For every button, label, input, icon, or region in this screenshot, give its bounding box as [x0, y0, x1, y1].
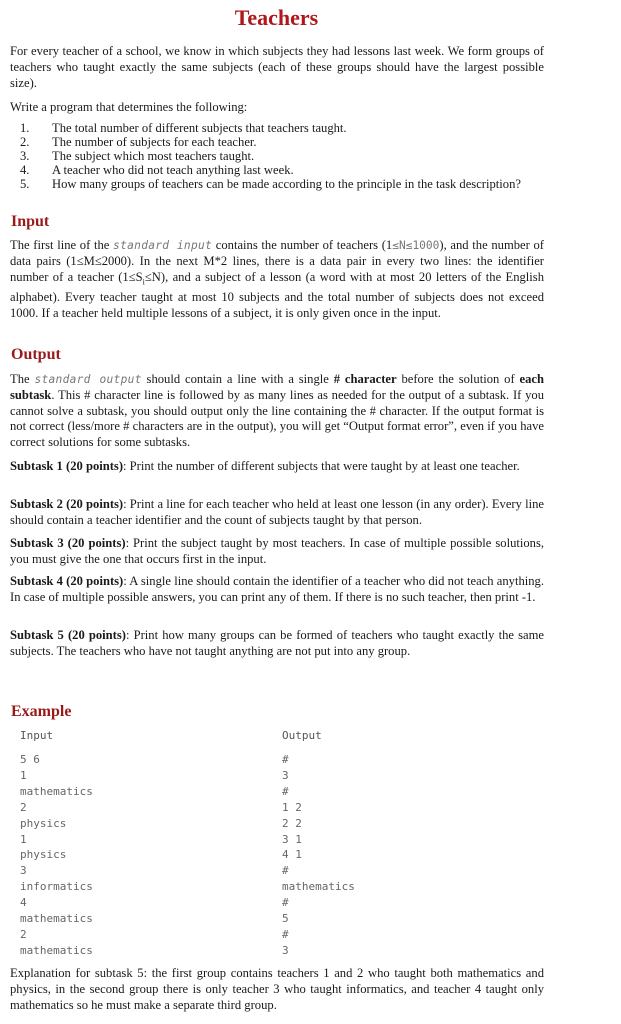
- list-item: 1. The total number of different subjects that teachers taught.: [20, 121, 347, 135]
- page-title: Teachers: [234, 5, 319, 30]
- list-item: mathematics: [20, 943, 93, 957]
- list-item: 1 2: [282, 800, 302, 814]
- list-item: 1: [20, 768, 27, 782]
- list-item: 3: [282, 768, 289, 782]
- subtask-1: Subtask 1 (20 points): Print the number of different subjects that were taught by at least one teacher.: [10, 459, 520, 473]
- input-heading: Input: [11, 213, 50, 230]
- list-item: 2 2: [282, 816, 302, 830]
- list-item: mathematics: [20, 912, 93, 926]
- list-item: 4 1: [282, 848, 302, 862]
- list-item: 3. The subject which most teachers taught.: [20, 149, 255, 163]
- list-item: 3: [20, 864, 27, 878]
- list-item: 3: [282, 943, 289, 957]
- list-item: #: [282, 784, 289, 798]
- list-item: informatics: [20, 880, 93, 894]
- list-item: 4. A teacher who did not teach anything last week.: [20, 163, 294, 177]
- example-output: [282, 752, 355, 959]
- task-list: [20, 121, 544, 191]
- explanation-paragraph: Explanation for subtask 5: the first group contains teachers 1 and 2 who taught both mathematics and physics, in the second group there is only teacher 3 who taught informatics, and teacher 4 taught only mathematics so he must make a separate third group.: [10, 966, 544, 1012]
- list-item: #: [282, 753, 289, 766]
- list-item: 2. The number of subjects for each teacher.: [20, 135, 257, 149]
- task-intro: Write a program that determines the following:: [10, 100, 248, 114]
- list-item: mathematics: [282, 880, 355, 894]
- list-item: #: [282, 864, 289, 878]
- subtask-3: Subtask 3 (20 points): Print the subject taught by most teachers. In case of multiple possible solutions, you must give the one that occurs first in the input.: [10, 536, 545, 566]
- list-item: 1: [20, 832, 27, 846]
- list-item: physics: [20, 816, 67, 830]
- example-heading: Example: [11, 703, 72, 720]
- list-item: physics: [20, 848, 67, 862]
- subtask-4: Subtask 4 (20 points): A single line should contain the identifier of a teacher who did not teach anything. In case of multiple possible answers, you can print any of them. If there is no such teacher, then print -1.: [10, 574, 545, 604]
- input-paragraph: The first line of the standard input contains the number of teachers (1≤N≤1000), and the number of data pairs (1≤M≤2000). In the next M*2 lines, there is a data pair in every two lines: the identifier number of a teacher $(1\le S_i\le N)$, and a subject of a lesson (a word with at most 20 letters of the English alphabet). Every teacher taught at most 10 subjects and the total number of subjects does not exceed 1000. If a teacher held multiple lessons of a subject, it is only given once in the input.: [10, 238, 544, 320]
- list-item: 5 6: [20, 753, 40, 766]
- subtask-5: Subtask 5 (20 points): Print how many groups can be formed of teachers who taught exactly the same subjects. The teachers who have not taught anything are not put into any group.: [10, 628, 545, 658]
- example-input: [20, 752, 93, 959]
- list-item: #: [282, 896, 289, 910]
- list-item: 2: [20, 927, 27, 941]
- list-item: #: [282, 927, 289, 941]
- example-output-label: Output: [282, 729, 322, 742]
- list-item: 2: [20, 800, 27, 814]
- intro-paragraph: For every teacher of a school, we know in which subjects they had lessons last week. We form groups of teachers who taught exactly the same subjects (each of these groups should have the largest possible size).: [10, 44, 544, 90]
- output-paragraph: The standard output should contain a line with a single # character before the solution of each subtask. This # character line is followed by as many lines as needed for the output of a subtask. If you cannot solve a subtask, you should output only the line containing the # character. If the output format is not correct (less/more # characters are in the output), you will get “Output format error”, even if you have correct solutions for some subtasks.: [10, 372, 544, 450]
- example-input-label: Input: [20, 729, 54, 742]
- list-item: mathematics: [20, 784, 93, 798]
- output-heading: Output: [11, 346, 61, 363]
- subtask-2: Subtask 2 (20 points): Print a line for each teacher who held at least one lesson (in any order). Every line should contain a teacher identifier and the count of subjects taught by that person.: [10, 497, 544, 527]
- list-item: 4: [20, 896, 27, 910]
- list-item: 5. How many groups of teachers can be made according to the principle in the task description?: [20, 177, 521, 191]
- list-item: 5: [282, 912, 289, 926]
- list-item: 3 1: [282, 832, 302, 846]
